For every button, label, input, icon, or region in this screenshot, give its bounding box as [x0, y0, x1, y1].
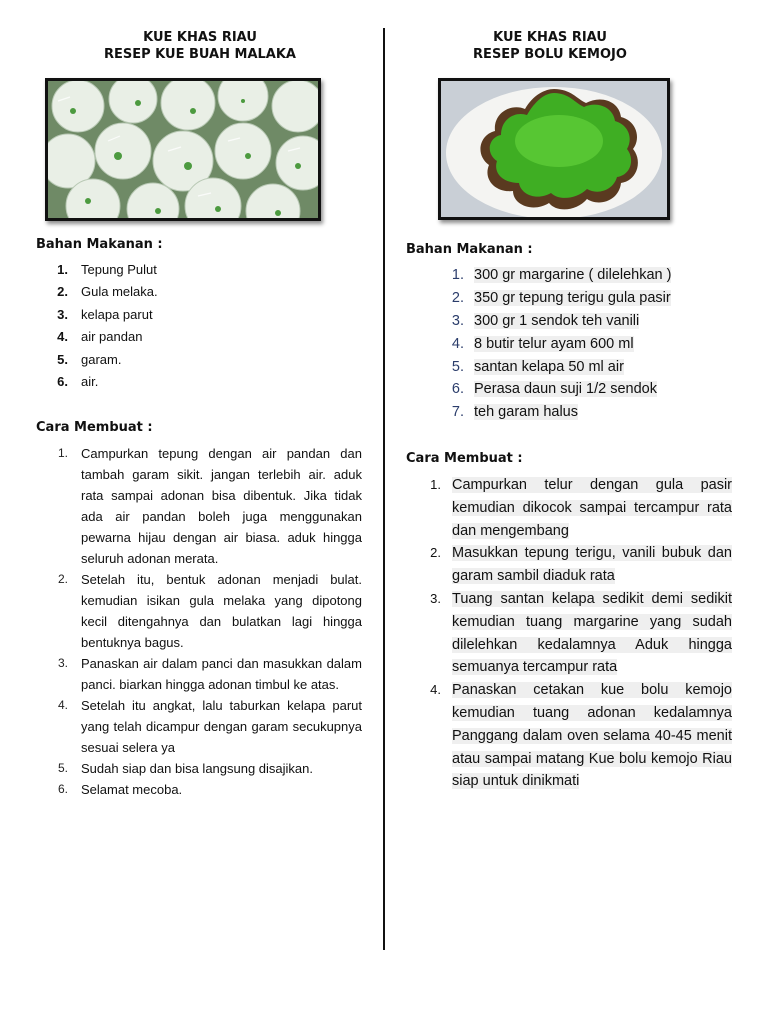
item-number: 5. — [451, 358, 464, 375]
list-item — [30, 374, 330, 396]
item-text: Selamat mecoba. — [81, 782, 183, 797]
title-line-1: KUE KHAS RIAU — [143, 30, 257, 45]
ingredients-heading: Bahan Makanan : — [406, 242, 533, 257]
item-text: teh garam halus — [474, 404, 578, 421]
item-number: 6. — [57, 373, 68, 389]
item-number: 5. — [57, 351, 68, 367]
item-text: 300 gr 1 sendok teh vanili — [474, 312, 640, 329]
list-item — [400, 358, 730, 381]
item-text: Setelah itu, bentuk adonan menjadi bulat. kemudian isikan gula melaka yang dipotong kecil ditengahnya dan bulatkan lagi hingga bentuknya bagus. — [81, 572, 362, 650]
list-item — [30, 352, 330, 374]
item-text: Panaskan cetakan kue bolu kemojo kemudian tuang adonan kedalamnya Panggang dalam oven selama 40-45 menit atau sampai matang Kue bolu kemojo Riau siap untuk dinikmati — [452, 682, 732, 790]
list-item — [30, 779, 362, 800]
list-item — [30, 695, 362, 758]
item-text: Tepung Pulut — [81, 262, 157, 277]
list-item — [400, 312, 730, 335]
item-number: 6. — [57, 782, 68, 796]
item-text: Sudah siap dan bisa langsung disajikan. — [81, 761, 314, 776]
item-number: 1. — [451, 267, 464, 283]
item-text: Masukkan tepung terigu, vanili bubuk dan garam sambil diaduk rata — [452, 545, 732, 585]
item-text: Panaskan air dalam panci dan masukkan dalam panci. biarkan hingga adonan timbul ke atas. — [81, 656, 362, 692]
item-text: 300 gr margarine ( dilelehkan ) — [474, 267, 672, 283]
title-line-2: RESEP KUE BUAH MALAKA — [103, 47, 296, 62]
item-number: 2. — [57, 284, 68, 300]
item-text: 350 gr tepung terigu gula pasir — [474, 289, 671, 306]
list-item — [400, 679, 732, 793]
list-item — [30, 758, 362, 779]
list-item — [30, 653, 362, 695]
item-number: 4. — [57, 698, 68, 712]
item-number: 3. — [451, 312, 464, 329]
item-number: 6. — [451, 381, 464, 398]
item-number: 3. — [57, 306, 68, 322]
item-number: 3. — [430, 590, 441, 606]
column-divider — [383, 28, 385, 950]
item-number: 4. — [57, 329, 68, 345]
item-number: 4. — [451, 335, 464, 352]
bolu-kemojo-photo — [438, 78, 670, 220]
item-text: garam. — [81, 351, 122, 367]
item-number: 2. — [430, 545, 441, 561]
item-text: Tuang santan kelapa sedikit demi sedikit kemudian tuang margarine yang sudah dilelehkan kedalamnya Aduk hingga semuanya tercampur rata — [452, 590, 732, 676]
item-text: Gula melaka. — [81, 284, 158, 300]
ingredients-list — [30, 262, 330, 396]
steps-list — [400, 474, 732, 793]
list-item — [400, 335, 730, 358]
list-item — [30, 307, 330, 329]
list-item — [400, 266, 730, 289]
item-text: Campurkan tepung dengan air pandan dan tambah garam sikit. jangan terlebih air. aduk rata sampai adonan bisa dibentuk. Jika tidak ada air pandan boleh juga menggunakan pewarna hijau dengan air biasa. aduk hingga seluruh adonan merata. — [81, 446, 362, 566]
list-item — [30, 262, 330, 284]
ingredients-list — [400, 266, 730, 426]
steps-heading: Cara Membuat : — [406, 451, 523, 466]
item-text: Setelah itu angkat, lalu taburkan kelapa parut yang telah dicampur dengan garam secukupnya sesuai selera ya — [81, 698, 362, 755]
item-text: santan kelapa 50 ml air — [474, 358, 624, 375]
steps-list — [30, 443, 362, 800]
item-text: kelapa parut — [81, 306, 153, 322]
list-item — [400, 474, 732, 542]
list-item — [400, 588, 732, 679]
list-item — [30, 569, 362, 653]
item-number: 1. — [57, 446, 68, 460]
recipe-title — [30, 29, 370, 63]
list-item — [400, 542, 732, 588]
item-text: 8 butir telur ayam 600 ml — [474, 335, 634, 352]
item-number: 2. — [57, 572, 68, 586]
item-number: 5. — [57, 761, 68, 775]
title-line-2: RESEP BOLU KEMOJO — [473, 47, 627, 62]
list-item — [400, 380, 730, 403]
item-number: 3. — [57, 656, 68, 670]
list-item — [30, 443, 362, 569]
item-text: Campurkan telur dengan gula pasir kemudian dikocok sampai tercampur rata dan mengembang — [452, 477, 732, 539]
kue-buah-malaka-photo — [45, 78, 321, 221]
title-line-1: KUE KHAS RIAU — [493, 30, 607, 45]
list-item — [400, 289, 730, 312]
ingredients-heading: Bahan Makanan : — [36, 237, 163, 252]
item-number: 4. — [430, 682, 441, 698]
list-item — [30, 329, 330, 351]
steps-heading: Cara Membuat : — [36, 420, 153, 435]
list-item — [400, 403, 730, 426]
item-number: 1. — [57, 262, 68, 277]
item-text: Perasa daun suji 1/2 sendok — [474, 381, 657, 398]
item-number: 7. — [451, 404, 464, 421]
recipe-title — [400, 29, 700, 63]
item-number: 1. — [430, 477, 441, 492]
item-text: air. — [81, 373, 99, 389]
item-text: air pandan — [81, 329, 143, 345]
item-number: 2. — [451, 289, 464, 306]
list-item — [30, 284, 330, 306]
